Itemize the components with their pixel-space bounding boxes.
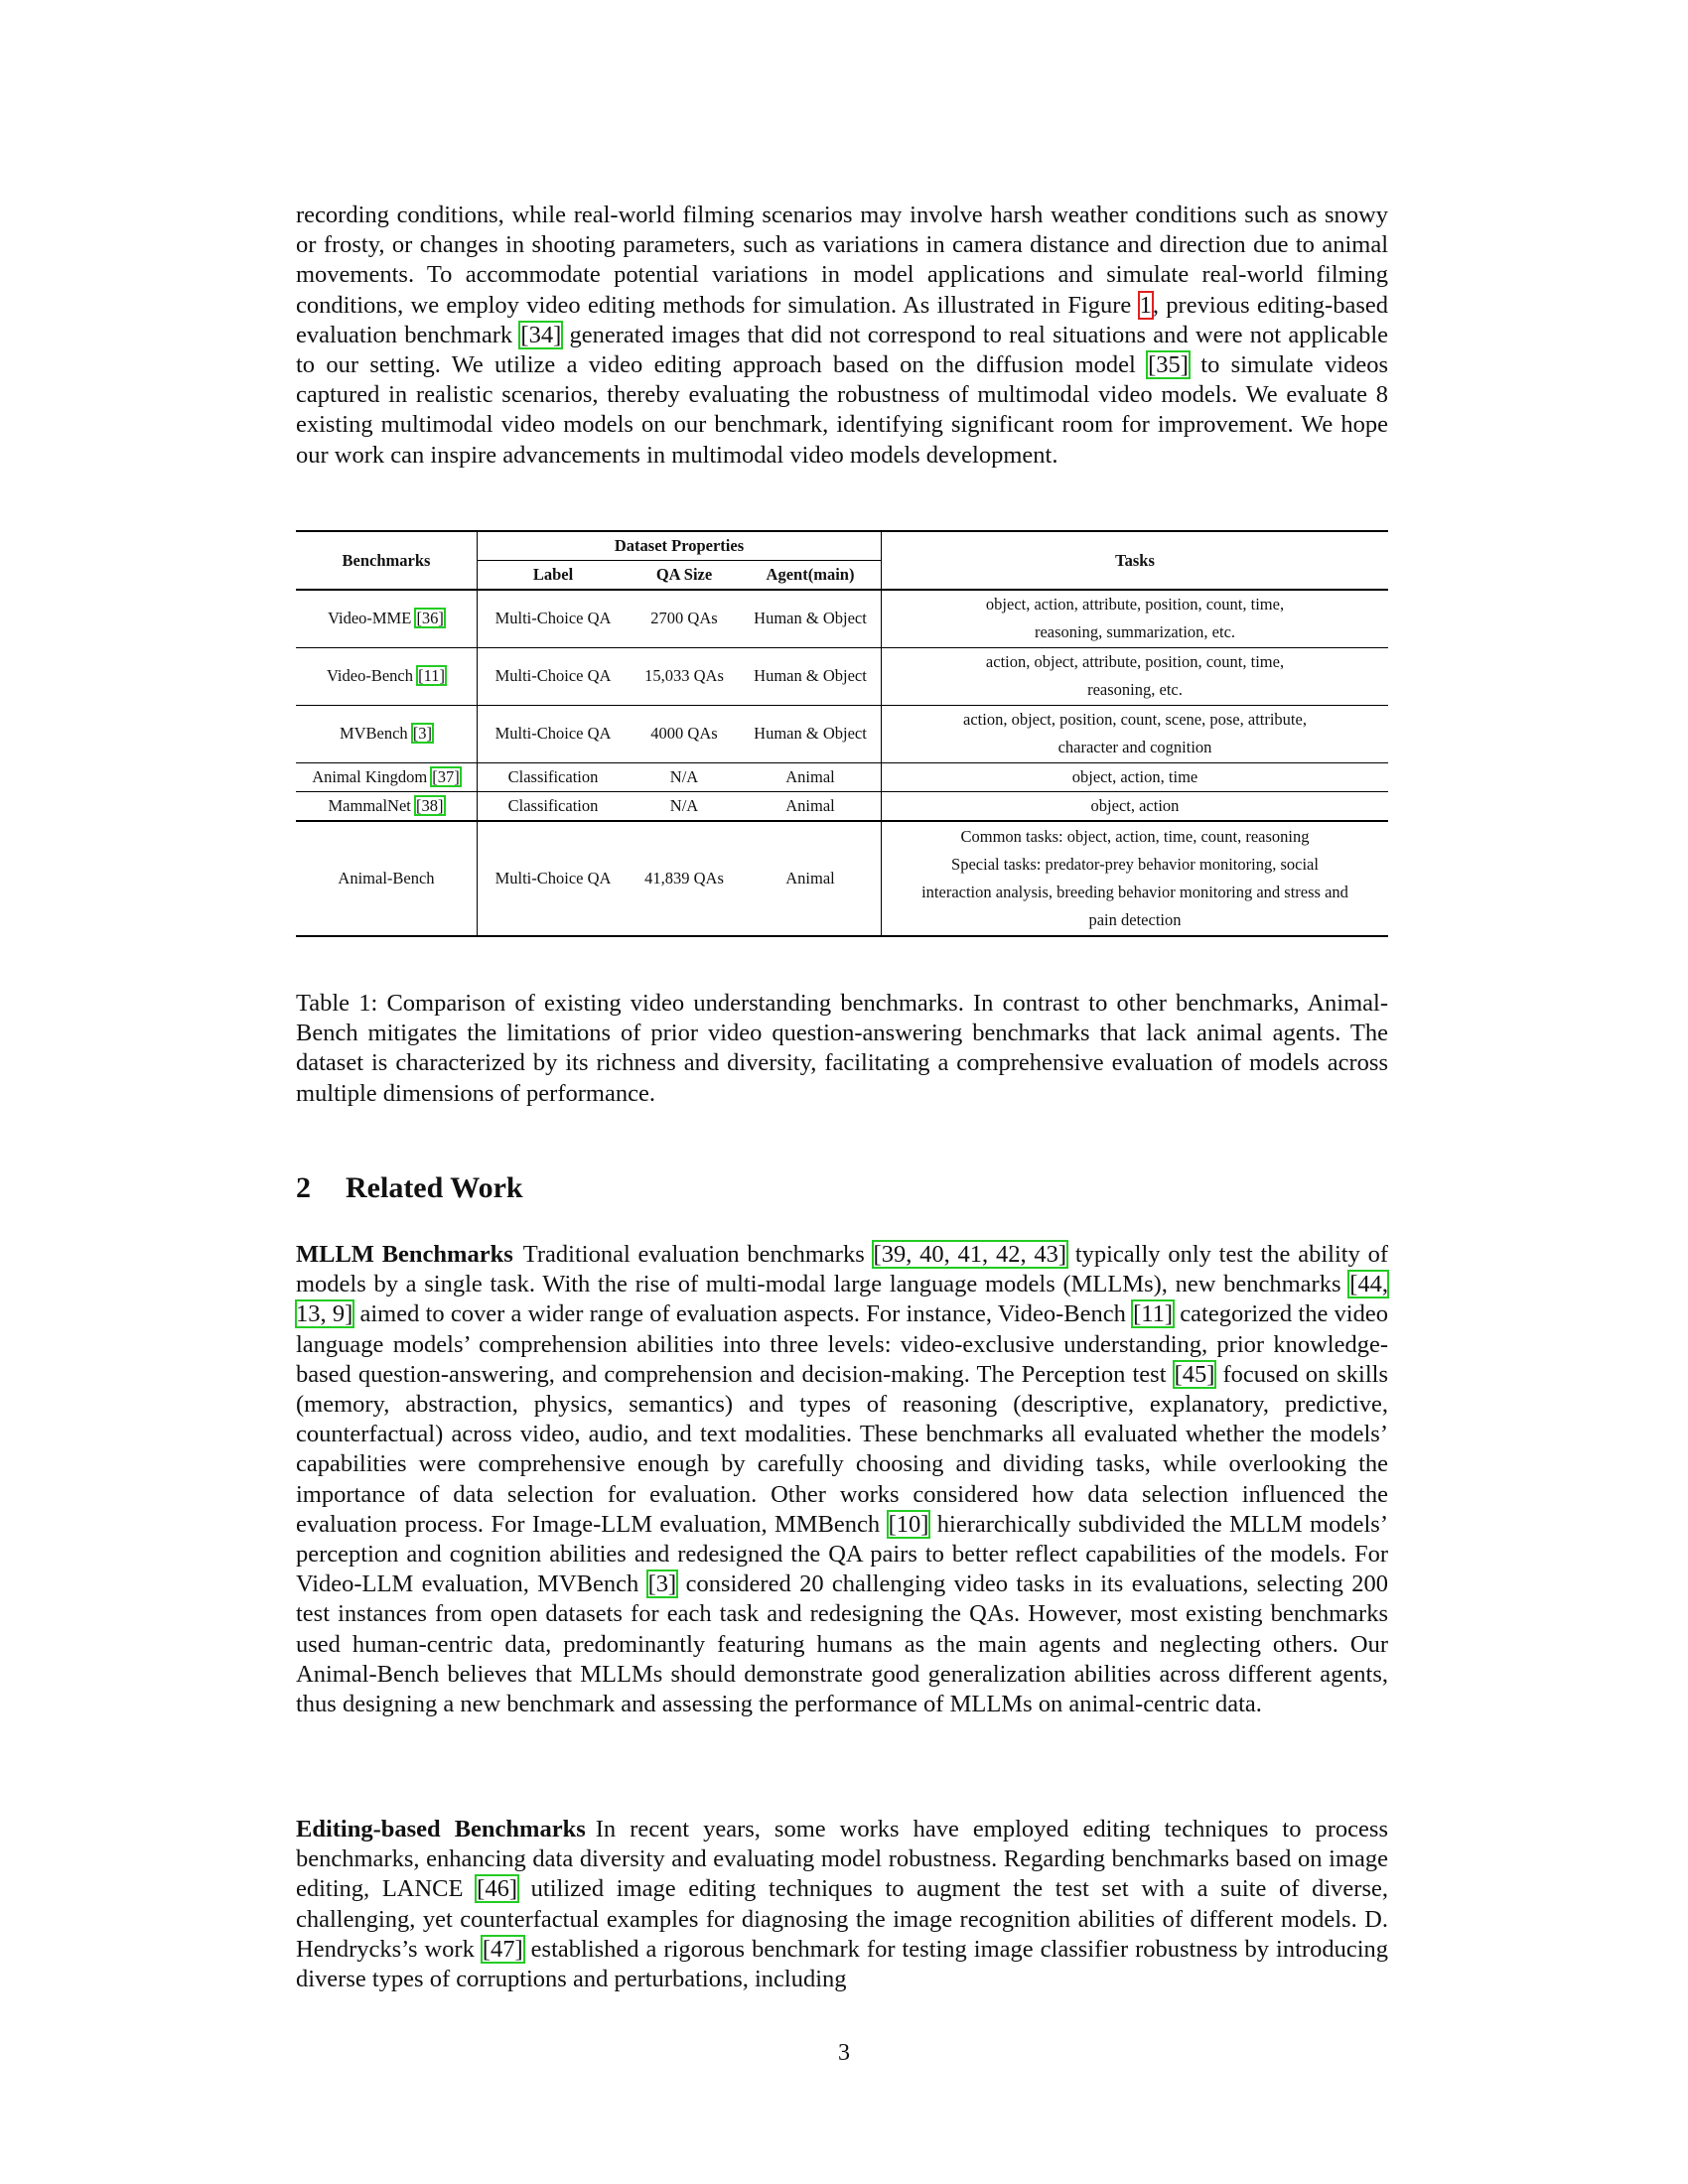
text-run: to simulate videos captured in realistic scenarios, thereby evaluating the robustness of multimodal video models. We evaluate 8 existing multimodal video models on our benchmark, identifying significant room for improvement. We hope our work can inspire advancements in multimodal video models development. — [296, 351, 1388, 469]
citation-link[interactable]: [36] — [416, 609, 444, 628]
text-run: focused on skills (memory, abstraction, physics, semantics) and types of reasoning (descriptive, explanatory, predictive, counterfactual) across video, audio, and text modalities. These benchmarks all evaluated whether the models’ capabilities were comprehensive enough by carefully choosing and dividing tasks, while overlooking the importance of data selection for evaluation. Other works considered how data selection influenced the evaluation process. For Image-LLM evaluation, MMBench — [296, 1360, 1388, 1538]
citation-link[interactable]: [11] — [1133, 1300, 1174, 1328]
cell-qa-size: 4000 QAs — [629, 705, 740, 762]
cell-label: Classification — [478, 791, 630, 821]
text-run: hierarchically subdivided the MLLM models’ perception and cognition abilities and redesigned the QA pairs to better reflect capabilities of the models. For Video-LLM evaluation, MVBench — [296, 1510, 1388, 1598]
citation-link[interactable]: [46] — [477, 1875, 517, 1903]
cell-benchmark-name — [296, 590, 478, 647]
cell-benchmark-name — [296, 705, 478, 762]
benchmark-name: MammalNet — [328, 795, 411, 815]
benchmark-name: Video-MME — [328, 609, 412, 628]
cell-agent: Animal — [740, 762, 882, 791]
cell-agent: Human & Object — [740, 647, 882, 705]
comparison-table — [296, 530, 1388, 937]
header-agent: Agent(main) — [740, 561, 882, 591]
text-run: considered 20 challenging video tasks in its evaluations, selecting 200 test instances from open datasets for each task and redesigning the QAs. However, most existing benchmarks used human-centric data, predominantly featuring humans as the main agents and neglecting others. Our Animal-Bench believes that MLLMs should demonstrate good generalization abilities across different agents, thus designing a new benchmark and assessing the performance of MLLMs on animal-centric data. — [296, 1570, 1388, 1718]
citation-link[interactable]: [11] — [418, 666, 445, 685]
comparison-table-block — [296, 530, 1388, 937]
task-line: reasoning, summarization, etc. — [1034, 622, 1236, 642]
section-title: Related Work — [346, 1171, 523, 1204]
cell-label: Multi-Choice QA — [478, 705, 630, 762]
task-line: object, action, attribute, position, count, time, — [985, 595, 1285, 614]
intro-block — [296, 201, 1388, 471]
table-row — [296, 647, 1388, 705]
cell-label: Multi-Choice QA — [478, 590, 630, 647]
citation-link[interactable]: [34] — [520, 321, 562, 348]
header-tasks: Tasks — [882, 531, 1389, 590]
task-line: Special tasks: predator-prey behavior monitoring, social — [951, 854, 1319, 874]
citation-link[interactable]: [39, 40, 41, 42, 43] — [873, 1241, 1067, 1268]
task-line: action, object, attribute, position, count, time, — [985, 652, 1285, 671]
caption-block — [296, 989, 1388, 1109]
task-line: pain detection — [1088, 909, 1182, 929]
task-line: interaction analysis, breeding behavior monitoring and stress and — [921, 882, 1348, 901]
task-line: Common tasks: object, action, time, count, reasoning — [960, 826, 1310, 846]
cell-qa-size: N/A — [629, 791, 740, 821]
cell-qa-size: 41,839 QAs — [629, 821, 740, 936]
cell-benchmark-name — [296, 762, 478, 791]
text-run: categorized the video language models’ comprehension abilities into three levels: video-exclusive understanding, prior knowledge-based question-answering, and comprehension and decision-making. The Perception test — [296, 1300, 1388, 1388]
cell-label: Multi-Choice QA — [478, 821, 630, 936]
cell-qa-size: 2700 QAs — [629, 590, 740, 647]
table-row — [296, 590, 1388, 647]
mllm-benchmarks-text — [296, 1241, 1388, 1717]
figure-reference-link[interactable]: 1 — [1139, 291, 1152, 319]
cell-tasks — [882, 647, 1389, 705]
section-heading-block — [296, 1171, 1388, 1205]
header-benchmarks: Benchmarks — [296, 531, 478, 590]
editing-benchmarks-heading: Editing-based Benchmarks — [296, 1816, 586, 1843]
table-row — [296, 762, 1388, 791]
text-run: Traditional evaluation benchmarks — [522, 1241, 873, 1268]
cell-benchmark-name — [296, 821, 478, 936]
cell-qa-size: 15,033 QAs — [629, 647, 740, 705]
page-number: 3 — [838, 2040, 850, 2066]
task-line: action, object, position, count, scene, pose, attribute, — [963, 710, 1307, 729]
task-line: object, action, time — [1071, 766, 1198, 786]
benchmark-name: Animal Kingdom — [312, 766, 428, 786]
citation-link[interactable]: [3] — [647, 1570, 677, 1598]
cell-tasks — [882, 821, 1389, 936]
intro-paragraph — [296, 201, 1388, 471]
benchmark-name: Animal-Bench — [338, 868, 435, 887]
cell-tasks — [882, 791, 1389, 821]
table-caption: Table 1: Comparison of existing video understanding benchmarks. In contrast to other benchmarks, Animal-Bench mitigates the limitations of prior video question-answering benchmarks that lack animal agents. The dataset is characterized by its richness and diversity, facilitating a comprehensive evaluation of models across multiple dimensions of performance. — [296, 990, 1388, 1107]
header-qa-size: QA Size — [629, 561, 740, 591]
cell-tasks — [882, 705, 1389, 762]
header-label: Label — [478, 561, 630, 591]
table-row — [296, 821, 1388, 936]
cell-agent: Animal — [740, 821, 882, 936]
cell-qa-size: N/A — [629, 762, 740, 791]
text-run: recording conditions, while real-world filming scenarios may involve harsh weather conditions such as snowy or frosty, or changes in shooting parameters, such as variations in camera distance and direction due to animal movements. To accommodate potential variations in model applications and simulate real-world filming conditions, we employ video editing methods for simulation. As illustrated in Figure — [296, 202, 1388, 319]
text-run: typically only test the ability of models by a single task. With the rise of multi-modal large language models (MLLMs), new benchmarks — [296, 1241, 1389, 1298]
mllm-benchmarks-block — [296, 1240, 1388, 1719]
task-line: character and cognition — [1057, 738, 1212, 756]
cell-agent: Human & Object — [740, 705, 882, 762]
table-row — [296, 705, 1388, 762]
task-line: reasoning, etc. — [1087, 680, 1183, 699]
table-body — [296, 590, 1388, 936]
text-run: established a rigorous benchmark for testing image classifier robustness by introducing diverse types of corruptions and perturbations, including — [296, 1935, 1389, 1993]
citation-link[interactable]: [10] — [888, 1510, 929, 1538]
benchmark-name: Video-Bench — [327, 666, 413, 685]
mllm-benchmarks-heading: MLLM Benchmarks — [296, 1241, 513, 1268]
cell-tasks — [882, 762, 1389, 791]
cell-benchmark-name — [296, 791, 478, 821]
text-run: In recent years, some works have employed editing techniques to process benchmarks, enhancing data diversity and evaluating model robustness. Regarding benchmarks based on image editing, LANCE — [296, 1816, 1388, 1903]
text-run: aimed to cover a wider range of evaluation aspects. For instance, Video-Bench — [353, 1300, 1133, 1328]
editing-benchmarks-block — [296, 1815, 1388, 1994]
cell-label: Classification — [478, 762, 630, 791]
editing-benchmarks-paragraph — [296, 1815, 1388, 1994]
table-row — [296, 791, 1388, 821]
citation-link[interactable]: [3] — [412, 724, 433, 743]
cell-agent: Human & Object — [740, 590, 882, 647]
section-heading — [296, 1171, 1388, 1205]
text-run: , previous editing-based evaluation benchmark — [296, 291, 1388, 348]
benchmark-name: MVBench — [339, 724, 408, 743]
section-number: 2 — [296, 1171, 311, 1204]
cell-benchmark-name — [296, 647, 478, 705]
cell-agent: Animal — [740, 791, 882, 821]
text-run: generated images that did not correspond to real situations and were not applicable to our setting. We utilize a video editing approach based on the diffusion model — [296, 321, 1389, 379]
cell-label: Multi-Choice QA — [478, 647, 630, 705]
citation-link[interactable]: [45] — [1174, 1360, 1215, 1388]
header-dataset-properties: Dataset Properties — [478, 531, 882, 561]
citation-link[interactable]: [35] — [1148, 351, 1189, 379]
task-line: object, action — [1090, 795, 1180, 815]
mllm-benchmarks-paragraph — [296, 1240, 1388, 1719]
citation-link[interactable]: [44, 13, 9] — [296, 1271, 1388, 1328]
citation-link[interactable]: [37] — [432, 766, 460, 786]
text-run: utilized image editing techniques to augment the test set with a suite of diverse, challenging, yet counterfactual examples for diagnosing the image recognition abilities of different models. D. Hendrycks’s work — [296, 1875, 1388, 1963]
citation-link[interactable]: [47] — [482, 1935, 523, 1963]
citation-link[interactable]: [38] — [416, 795, 444, 815]
cell-tasks — [882, 590, 1389, 647]
